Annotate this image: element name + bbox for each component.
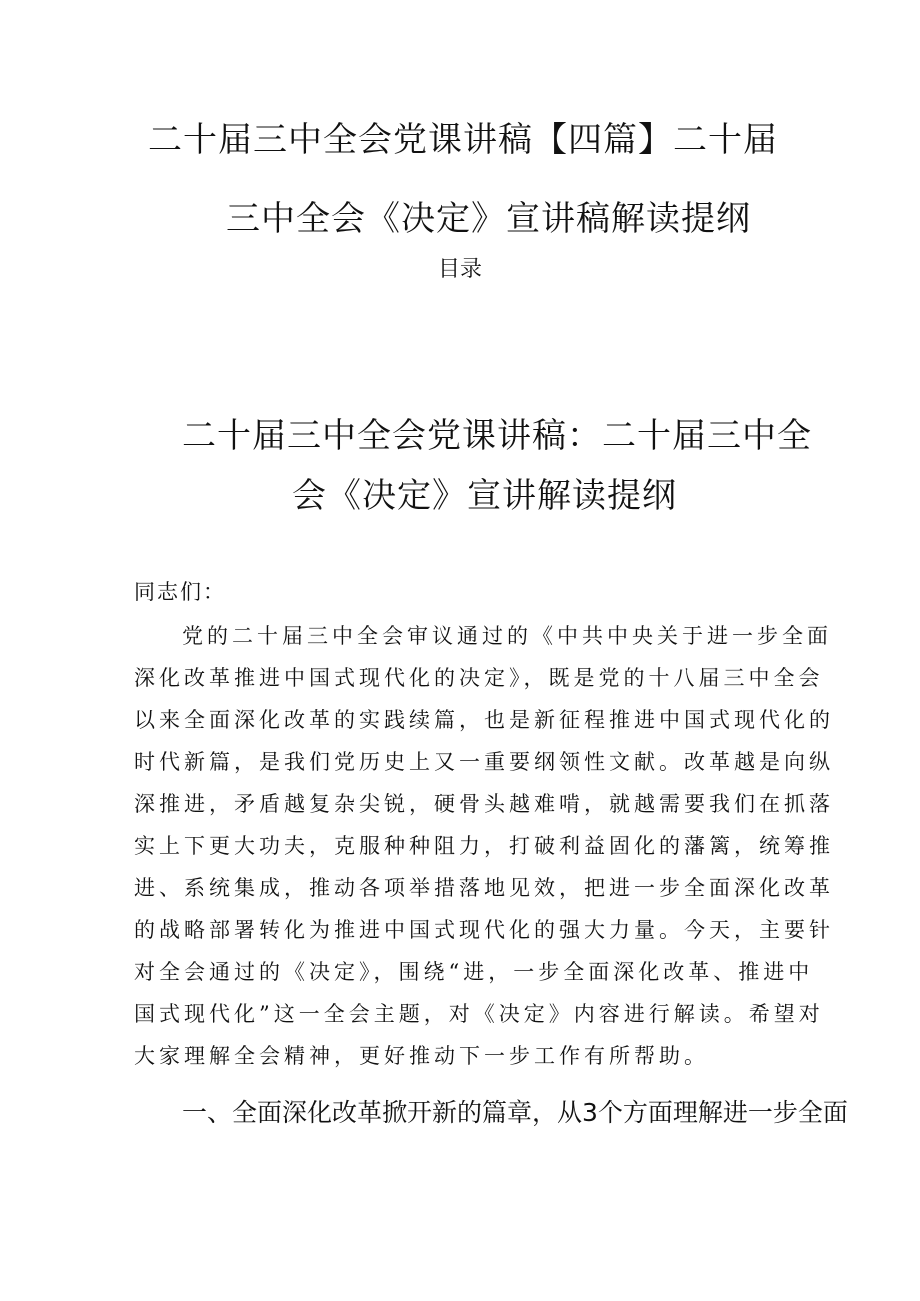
paragraph-line: 党的二十届三中全会审议通过的《中共中央关于进一步全面	[182, 624, 832, 648]
toc-label: 目录	[438, 257, 483, 282]
paragraph-line: 大家理解全会精神，更好推动下一步工作有所帮助。	[134, 1044, 709, 1068]
paragraph-line: 国式现代化”这一全会主题，对《决定》内容进行解读。希望对	[134, 1002, 824, 1026]
document-title-line-2: 三中全会《决定》宣讲稿解读提纲	[226, 199, 751, 239]
section-title-line-2: 会《决定》宣讲解读提纲	[292, 476, 677, 516]
paragraph-line: 时代新篇，是我们党历史上又一重要纲领性文献。改革越是向纵	[134, 750, 834, 774]
paragraph-line: 深化改革推进中国式现代化的决定》，既是党的十八届三中全会	[134, 666, 824, 690]
paragraph-line: 实上下更大功夫，克服种种阻力，打破利益固化的藩篱，统筹推	[134, 834, 834, 858]
document-title-line-1: 二十届三中全会党课讲稿【四篇】二十届	[148, 120, 778, 160]
paragraph-line: 深推进，矛盾越复杂尖锐，硬骨头越难啃，就越需要我们在抓落	[134, 792, 834, 816]
salutation: 同志们：	[134, 580, 226, 604]
section-title-line-1: 二十届三中全会党课讲稿：二十届三中全	[182, 416, 812, 456]
paragraph-line: 进、系统集成，推动各项举措落地见效，把进一步全面深化改革	[134, 876, 834, 900]
paragraph-line: 的战略部署转化为推进中国式现代化的强大力量。今天，主要针	[134, 918, 834, 942]
paragraph-line: 以来全面深化改革的实践续篇，也是新征程推进中国式现代化的	[134, 708, 834, 732]
paragraph-line: 对全会通过的《决定》，围绕“进，一步全面深化改革、推进中	[134, 960, 814, 984]
section-heading: 一、全面深化改革掀开新的篇章，从3个方面理解进一步全面	[182, 1098, 848, 1127]
